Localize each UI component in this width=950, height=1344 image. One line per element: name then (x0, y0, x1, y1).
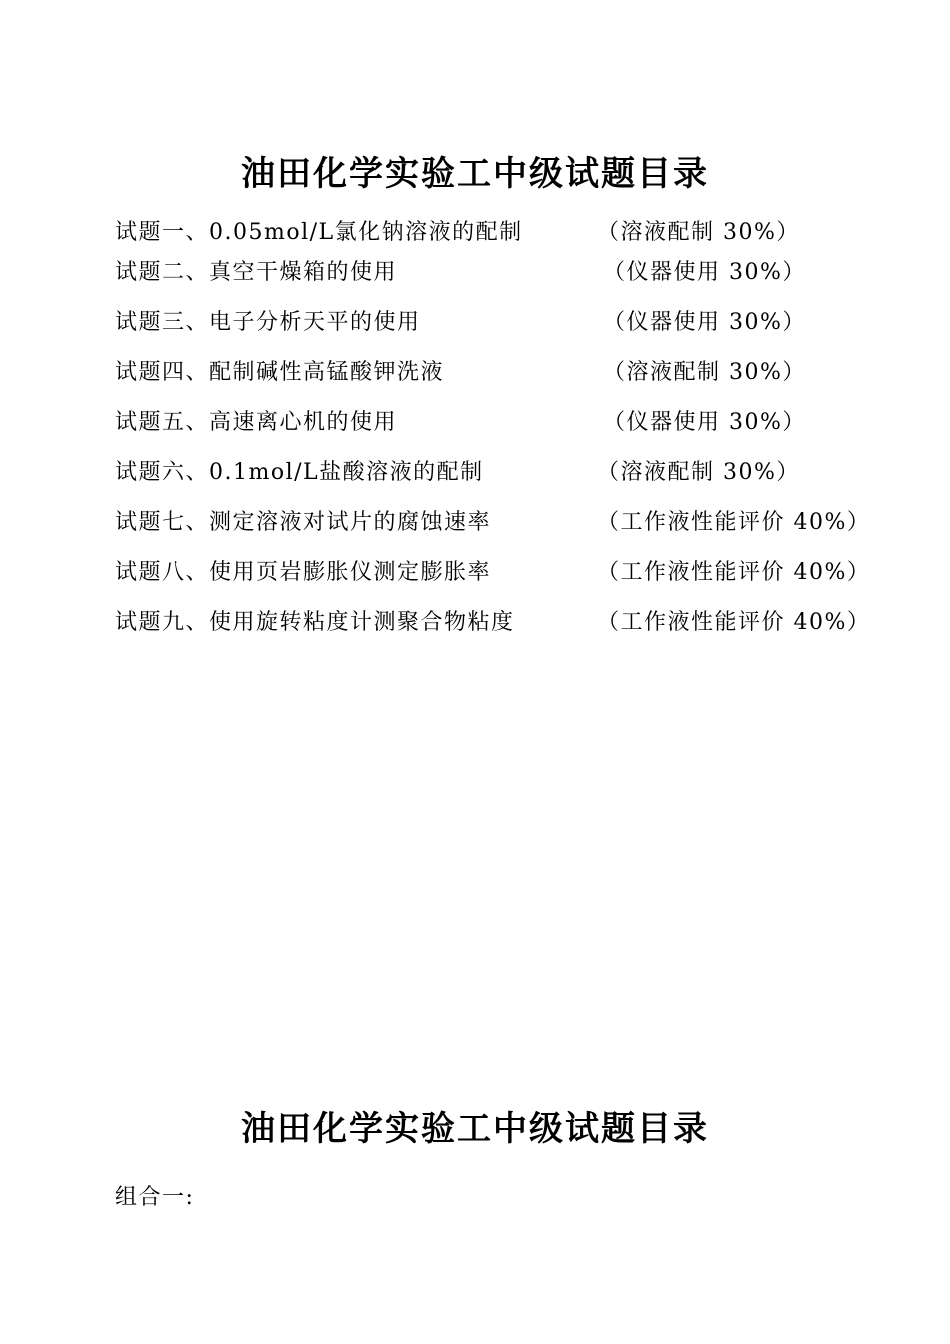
list-item (115, 408, 915, 438)
item-name: 试题二、真空干燥箱的使用 (115, 260, 398, 285)
page-title: 油田化学实验工中级试题目录 (241, 154, 709, 194)
list-item (115, 358, 915, 388)
item-name: 试题四、配制碱性高锰酸钾洗液 (115, 360, 445, 385)
item-category: （溶液配制 30%） (603, 360, 806, 385)
list-item (115, 218, 915, 248)
list-item (115, 508, 915, 538)
list-item (115, 608, 915, 638)
list-item (115, 308, 915, 338)
item-name: 试题一、0.05mol/L氯化钠溶液的配制 (115, 220, 523, 245)
list-item (115, 258, 915, 288)
item-name: 试题六、0.1mol/L盐酸溶液的配制 (115, 460, 484, 485)
page-title-second: 油田化学实验工中级试题目录 (241, 1109, 709, 1149)
list-item (115, 458, 915, 488)
item-category: （仪器使用 30%） (603, 310, 806, 335)
item-category: （工作液性能评价 40%） (597, 610, 871, 635)
item-name: 试题五、高速离心机的使用 (115, 410, 398, 435)
item-category: （仪器使用 30%） (603, 260, 806, 285)
item-name: 试题三、电子分析天平的使用 (115, 310, 421, 335)
item-category: （溶液配制 30%） (597, 460, 800, 485)
group-label: 组合一: (115, 1185, 195, 1210)
list-item (115, 558, 915, 588)
item-name: 试题八、使用页岩膨胀仪测定膨胀率 (115, 560, 492, 585)
item-category: （仪器使用 30%） (603, 410, 806, 435)
item-category: （工作液性能评价 40%） (597, 510, 871, 535)
item-category: （工作液性能评价 40%） (597, 560, 871, 585)
item-name: 试题九、使用旋转粘度计测聚合物粘度 (115, 610, 515, 635)
item-name: 试题七、测定溶液对试片的腐蚀速率 (115, 510, 492, 535)
item-category: （溶液配制 30%） (597, 220, 800, 245)
